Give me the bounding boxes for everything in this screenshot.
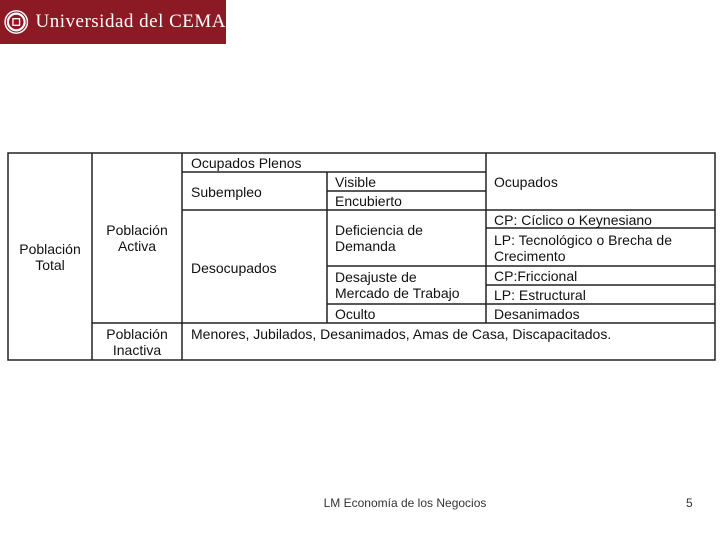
university-logo-text: Universidad del CEMA xyxy=(35,11,226,32)
lp-estructural-label: LP: Estructural xyxy=(494,287,586,303)
ocupados-plenos-label: Ocupados Plenos xyxy=(191,155,302,171)
desajuste-mercado-label xyxy=(335,269,460,301)
desocupados-label: Desocupados xyxy=(191,260,277,276)
encubierto-label: Encubierto xyxy=(335,193,402,209)
lp-tecnologico-label xyxy=(494,232,672,264)
desajuste-line1: Desajuste de xyxy=(335,269,417,285)
subempleo-label: Subempleo xyxy=(191,184,262,200)
lp-tecnologico-line2: Crecimento xyxy=(494,248,566,264)
oculto-label: Oculto xyxy=(335,306,376,322)
cp-friccional-label: CP:Friccional xyxy=(494,268,578,284)
deficiencia-line2: Demanda xyxy=(335,238,396,254)
poblacion-activa-label xyxy=(94,222,180,254)
ocupados-label: Ocupados xyxy=(494,174,558,190)
cp-ciclico-label: CP: Cíclico o Keynesiano xyxy=(494,212,652,228)
page-number: 5 xyxy=(686,496,693,510)
desajuste-line2: Mercado de Trabajo xyxy=(335,285,460,301)
poblacion-total-line2: Total xyxy=(35,257,65,273)
visible-label: Visible xyxy=(335,174,376,190)
poblacion-total-label xyxy=(10,241,90,273)
desanimados-label: Desanimados xyxy=(494,306,580,322)
poblacion-activa-line2: Activa xyxy=(117,238,157,254)
poblacion-total-line1: Población xyxy=(19,241,81,257)
deficiencia-line1: Deficiencia de xyxy=(335,222,423,238)
deficiencia-demanda-label xyxy=(335,222,423,254)
lp-tecnologico-line1: LP: Tecnológico o Brecha de xyxy=(494,232,672,248)
poblacion-inactiva-line1: Población xyxy=(106,326,168,342)
inactiva-detalle-label: Menores, Jubilados, Desanimados, Amas de Casa, Discapacitados. xyxy=(191,326,612,342)
poblacion-inactiva-label xyxy=(94,326,180,358)
poblacion-inactiva-line2: Inactiva xyxy=(112,342,162,358)
footer-text: LM Economía de los Negocios xyxy=(323,496,487,510)
poblacion-activa-line1: Población xyxy=(106,222,168,238)
